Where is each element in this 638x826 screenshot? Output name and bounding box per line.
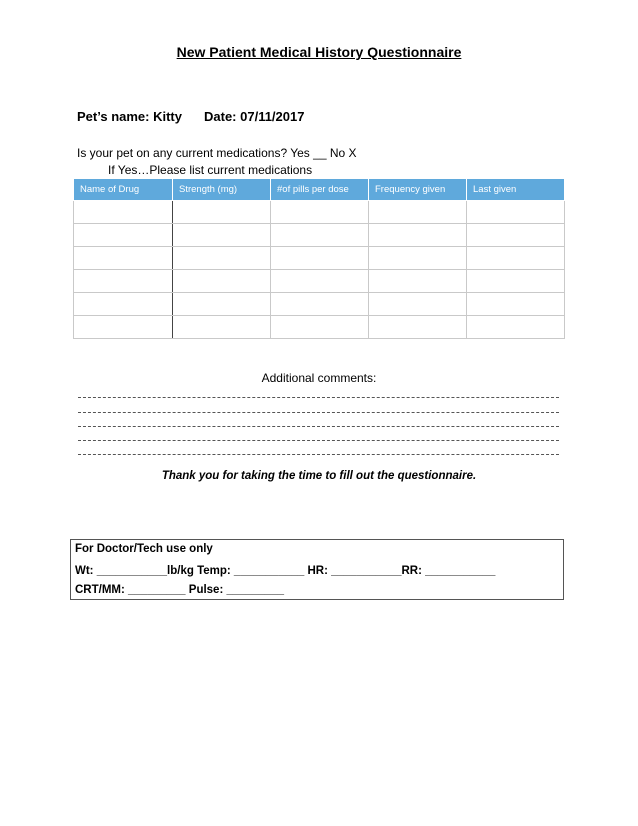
doctor-use-heading: For Doctor/Tech use only bbox=[75, 543, 213, 555]
table-cell[interactable] bbox=[369, 201, 467, 224]
table-cell[interactable] bbox=[369, 247, 467, 270]
table-cell[interactable] bbox=[74, 316, 173, 339]
column-header-strength: Strength (mg) bbox=[173, 179, 271, 201]
column-header-frequency: Frequency given bbox=[369, 179, 467, 201]
table-row bbox=[74, 201, 565, 224]
page-title: New Patient Medical History Questionnaire bbox=[176, 44, 462, 60]
table-row bbox=[74, 316, 565, 339]
column-header-name-of-drug: Name of Drug bbox=[74, 179, 173, 201]
table-cell[interactable] bbox=[467, 270, 565, 293]
thank-you-note: Thank you for taking the time to fill out the questionnaire. bbox=[161, 470, 477, 482]
table-cell[interactable] bbox=[173, 293, 271, 316]
table-cell[interactable] bbox=[173, 316, 271, 339]
doctor-use-box bbox=[70, 539, 564, 600]
table-cell[interactable] bbox=[369, 270, 467, 293]
table-cell[interactable] bbox=[271, 293, 369, 316]
table-cell[interactable] bbox=[467, 224, 565, 247]
medications-header-row bbox=[74, 179, 565, 201]
table-cell[interactable] bbox=[467, 247, 565, 270]
table-cell[interactable] bbox=[369, 224, 467, 247]
comment-line[interactable] bbox=[78, 440, 559, 441]
table-cell[interactable] bbox=[271, 316, 369, 339]
medications-instruction: If Yes…Please list current medications bbox=[108, 163, 313, 177]
table-cell[interactable] bbox=[271, 270, 369, 293]
medications-table bbox=[73, 178, 565, 339]
visit-date: Date: 07/11/2017 bbox=[204, 109, 305, 124]
table-row bbox=[74, 247, 565, 270]
table-cell[interactable] bbox=[271, 201, 369, 224]
crt-pulse-line: CRT/MM: _________ Pulse: _________ bbox=[75, 584, 285, 596]
table-cell[interactable] bbox=[467, 201, 565, 224]
table-row bbox=[74, 224, 565, 247]
pet-info-line bbox=[77, 109, 304, 124]
table-cell[interactable] bbox=[369, 316, 467, 339]
table-cell[interactable] bbox=[467, 293, 565, 316]
comment-line[interactable] bbox=[78, 426, 559, 427]
table-cell[interactable] bbox=[467, 316, 565, 339]
table-cell[interactable] bbox=[173, 224, 271, 247]
table-cell[interactable] bbox=[173, 201, 271, 224]
table-cell[interactable] bbox=[74, 201, 173, 224]
table-cell[interactable] bbox=[74, 293, 173, 316]
table-cell[interactable] bbox=[173, 270, 271, 293]
comment-line[interactable] bbox=[78, 397, 559, 398]
table-cell[interactable] bbox=[271, 247, 369, 270]
table-row bbox=[74, 293, 565, 316]
table-cell[interactable] bbox=[74, 247, 173, 270]
medications-question: Is your pet on any current medications? Yes __ No X bbox=[77, 146, 357, 160]
column-header-pills-per-dose: #of pills per dose bbox=[271, 179, 369, 201]
table-row bbox=[74, 270, 565, 293]
comment-line[interactable] bbox=[78, 412, 559, 413]
additional-comments-label: Additional comments: bbox=[261, 371, 377, 385]
table-cell[interactable] bbox=[74, 224, 173, 247]
pet-name: Pet’s name: Kitty bbox=[77, 109, 182, 124]
table-cell[interactable] bbox=[271, 224, 369, 247]
table-cell[interactable] bbox=[173, 247, 271, 270]
table-cell[interactable] bbox=[74, 270, 173, 293]
vitals-line: Wt: ___________lb/kg Temp: ___________ HR: ___________RR: ___________ bbox=[75, 565, 496, 577]
comment-line[interactable] bbox=[78, 454, 559, 455]
table-cell[interactable] bbox=[369, 293, 467, 316]
column-header-last-given: Last given bbox=[467, 179, 565, 201]
